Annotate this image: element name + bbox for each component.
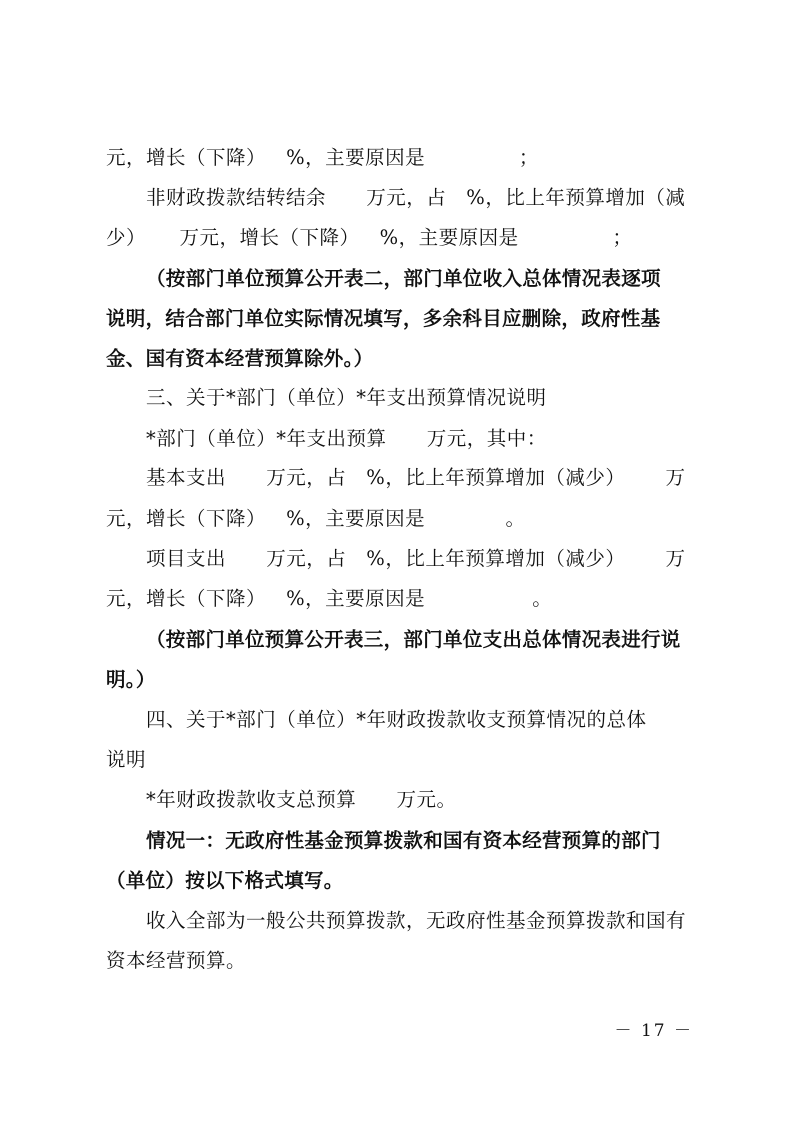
note-line-1: （按部门单位预算公开表二，部门单位收入总体情况表逐项 (146, 267, 661, 290)
section-heading-3: 三、关于*部门（单位）*年支出预算情况说明 (146, 386, 547, 409)
text-line-7: 项目支出 万元，占 %，比上年预算增加（减少） 万 (146, 547, 686, 570)
section-heading-4-cont: 说明 (106, 748, 147, 771)
note-line-3: 金、国有资本经营预算除外。） (106, 347, 374, 370)
text-line-6: 元，增长（下降） %，主要原因是 。 (106, 507, 526, 530)
note-line-2: 说明，结合部门单位实际情况填写，多余科目应删除，政府性基 (106, 307, 661, 330)
text-line-10: 收入全部为一般公共预算拨款，无政府性基金预算拨款和国有 (146, 909, 687, 932)
note-line-4: （按部门单位预算公开表三，部门单位支出总体情况表进行说 (146, 628, 681, 651)
text-line-8: 元，增长（下降） %，主要原因是 。 (106, 587, 553, 610)
text-line-2: 非财政拨款结转结余 万元，占 %，比上年预算增加（减 (146, 186, 686, 209)
text-line-3: 少） 万元，增长（下降） %，主要原因是 ； (106, 226, 633, 249)
note-line-5: 明。） (106, 668, 156, 691)
text-line-1: 元，增长（下降） %，主要原因是 ； (106, 146, 539, 169)
text-line-4: *部门（单位）*年支出预算 万元，其中： (146, 427, 547, 450)
note-line-6: 情况一：无政府性基金预算拨款和国有资本经营预算的部门 (146, 829, 661, 852)
text-line-5: 基本支出 万元，占 %，比上年预算增加（减少） 万 (146, 466, 686, 489)
text-line-11: 资本经营预算。 (106, 949, 247, 972)
note-line-7: （单位）按以下格式填写。 (106, 869, 344, 892)
page-number: － 17 － (614, 1021, 693, 1041)
text-line-9: *年财政拨款收支总预算 万元。 (146, 788, 457, 811)
section-heading-4: 四、关于*部门（单位）*年财政拨款收支预算情况的总体 (146, 708, 647, 731)
